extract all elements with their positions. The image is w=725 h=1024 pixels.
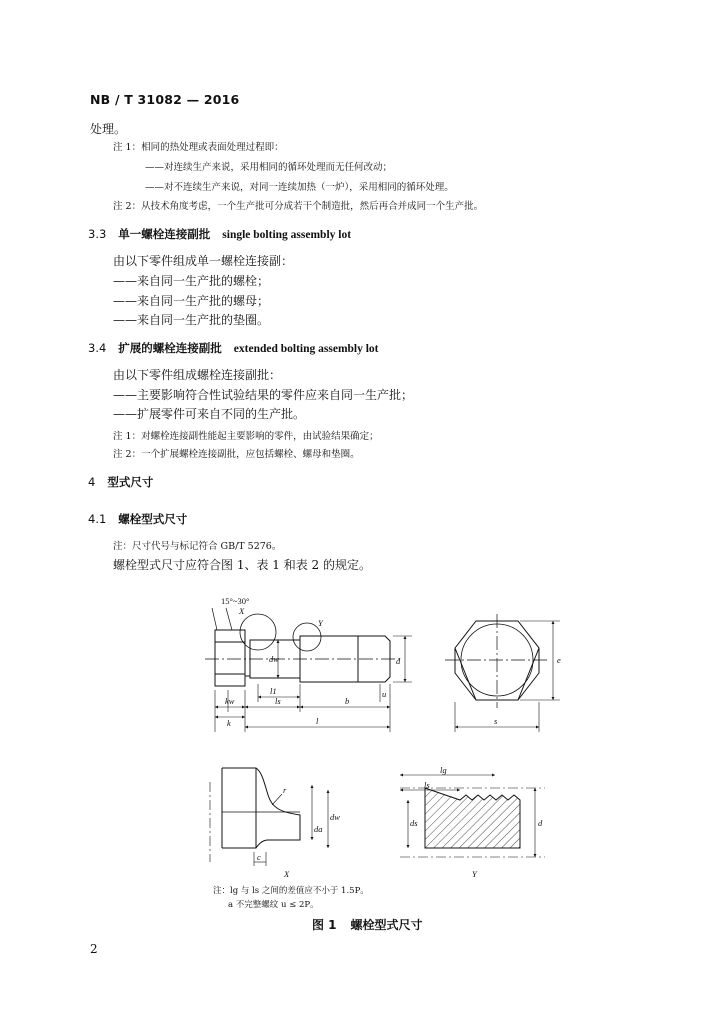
note-2: 注 2：一个扩展螺栓连接副批，应包括螺栓、螺母和垫圈。 <box>113 449 360 460</box>
label-k: k <box>227 718 231 728</box>
label-b: b <box>345 696 350 706</box>
figure-title: 螺栓型式尺寸 <box>350 918 423 932</box>
label-d-detail: d <box>538 818 543 828</box>
section-title-cn: 扩展的螺栓连接副批 <box>118 341 222 355</box>
label-kw: kw <box>225 696 235 706</box>
list-item: ——来自同一生产批的螺母； <box>113 294 270 308</box>
continued-text: 处理。 <box>90 122 127 136</box>
label-l1: l1 <box>270 686 277 696</box>
figure-footnote-1: 注：lg 与 ls 之间的差值应不小于 1.5P。 <box>213 886 369 896</box>
list-item: ——扩展零件可来自不同的生产批。 <box>113 407 306 421</box>
section-3-4-intro: 由以下零件组成螺栓连接副批： <box>113 368 282 382</box>
label-s: s <box>494 716 498 726</box>
figure-number: 图 1 <box>312 918 337 932</box>
label-x: X <box>239 606 245 616</box>
section-title: 型式尺寸 <box>107 475 154 489</box>
note-1: 注 1：相同的热处理或表面处理过程即： <box>113 142 284 153</box>
detail-y-view <box>400 775 545 857</box>
figure-footnote-2: a 不完整螺纹 u ≤ 2P。 <box>228 900 319 910</box>
label-detail-x: X <box>284 869 290 879</box>
note-2: 注 2：从技术角度考虑，一个生产批可分成若干个制造批，然后再合并成同一个生产批。 <box>113 201 484 212</box>
label-dw: dw <box>269 654 279 664</box>
section-3-3-intro: 由以下零件组成单一螺栓连接副： <box>113 254 294 268</box>
section-note: 注：尺寸代号与标记符合 GB/T 5276。 <box>113 541 282 552</box>
label-y: Y <box>318 618 323 628</box>
label-c: c <box>257 852 261 862</box>
label-detail-y: Y <box>472 869 477 879</box>
section-number: 3.3 <box>88 227 107 241</box>
label-dw-detail: dw <box>330 812 340 822</box>
detail-x-view <box>210 768 328 866</box>
label-d: d <box>396 656 401 666</box>
section-title-en: single bolting assembly lot <box>222 229 352 241</box>
list-item: ——来自同一生产批的垫圈。 <box>113 313 270 327</box>
bolt-end-view <box>445 614 560 732</box>
label-ls-detail: ls <box>424 780 430 790</box>
note-1-item-b: ——对不连续生产来说，对同一连续加热（一炉），采用相同的循环处理。 <box>145 182 454 193</box>
label-da: da <box>314 824 323 834</box>
section-paragraph: 螺栓型式尺寸应符合图 1、表 1 和表 2 的规定。 <box>113 558 371 572</box>
section-title: 螺栓型式尺寸 <box>118 512 188 526</box>
section-number: 3.4 <box>88 341 107 355</box>
note-1: 注 1：对螺栓连接副性能起主要影响的零件，由试验结果确定； <box>113 431 379 442</box>
list-item: ——来自同一生产批的螺栓； <box>113 274 270 288</box>
section-title-cn: 单一螺栓连接副批 <box>118 227 211 241</box>
standard-number: NB / T 31082 — 2016 <box>90 92 240 107</box>
section-number: 4.1 <box>88 512 107 526</box>
angle-label: 15°~30° <box>221 596 250 606</box>
page-number: 2 <box>90 942 98 956</box>
label-ls: ls <box>275 696 281 706</box>
bolt-side-view <box>205 608 412 732</box>
section-title-en: extended bolting assembly lot <box>233 343 379 355</box>
note-1-item-a: ——对连续生产来说，采用相同的循环处理而无任何改动； <box>145 162 393 173</box>
section-number: 4 <box>88 475 96 489</box>
list-item: ——主要影响符合性试验结果的零件应来自同一生产批； <box>113 388 414 402</box>
label-u: u <box>382 689 387 699</box>
label-l: l <box>316 716 319 726</box>
label-r: r <box>283 785 287 795</box>
figure-caption <box>312 916 423 933</box>
label-lg: lg <box>440 765 447 775</box>
label-ds: ds <box>410 818 418 828</box>
label-e: e <box>557 655 561 665</box>
